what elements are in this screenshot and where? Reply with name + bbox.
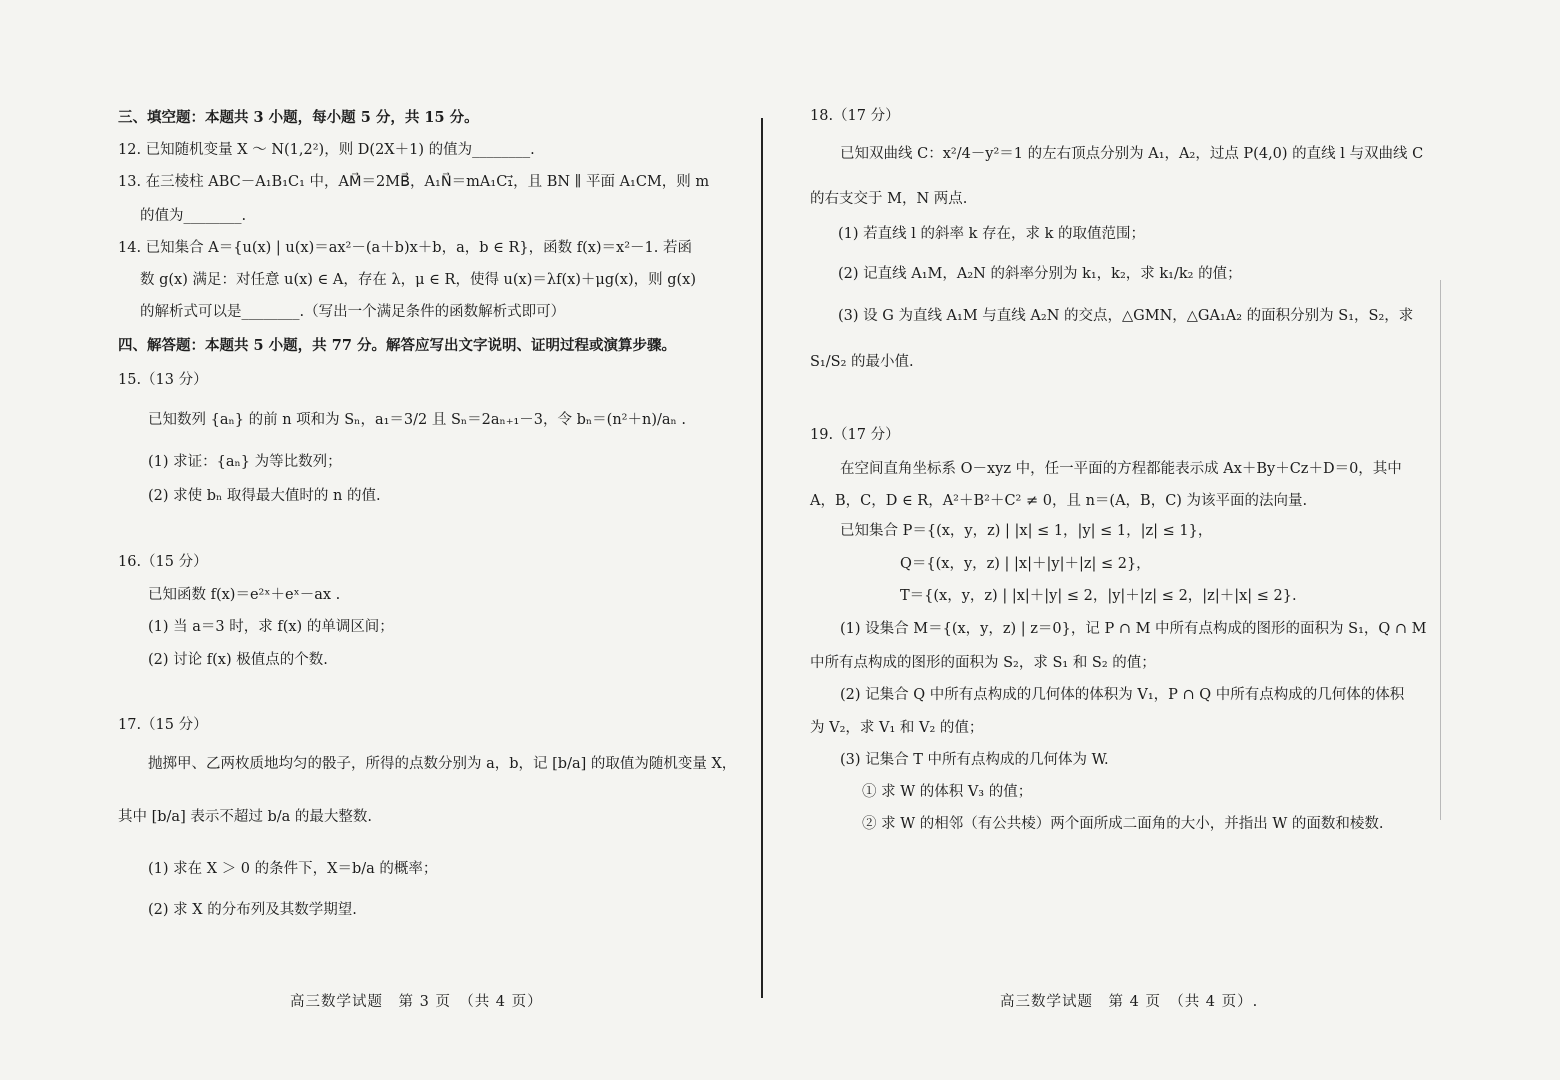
question-19-part2b: 为 V₂，求 V₁ 和 V₂ 的值；: [810, 720, 984, 736]
question-19-part2a: (2) 记集合 Q 中所有点构成的几何体的体积为 V₁，P ∩ Q 中所有点构成的几何体的体积: [840, 687, 1405, 703]
question-19-body2: A，B，C，D ∈ R，A²＋B²＋C² ≠ 0，且 n＝(A，B，C) 为该平面的法向量.: [810, 493, 1308, 509]
question-17-body2: 其中 [b/a] 表示不超过 b/a 的最大整数.: [118, 809, 372, 825]
section4-heading: 四、解答题：本题共 5 小题，共 77 分。解答应写出文字说明、证明过程或演算步骤。: [118, 337, 676, 354]
question-19-body1: 在空间直角坐标系 O－xyz 中，任一平面的方程都能表示成 Ax＋By＋Cz＋D＝0，其中: [840, 461, 1402, 477]
question-19-set-q: Q＝{(x，y，z) | |x|＋|y|＋|z| ≤ 2}，: [900, 556, 1151, 572]
question-14-line3: 的解析式可以是________.（写出一个满足条件的函数解析式即可）: [140, 304, 566, 320]
question-17-heading: 17.（15 分）: [118, 717, 208, 733]
question-17-part2: (2) 求 X 的分布列及其数学期望.: [148, 902, 357, 918]
question-15-part1: (1) 求证：{aₙ} 为等比数列；: [148, 454, 342, 470]
question-18-part1: (1) 若直线 l 的斜率 k 存在，求 k 的取值范围；: [838, 226, 1146, 242]
left-page-footer: 高三数学试题 第 3 页 （共 4 页）: [290, 994, 543, 1010]
question-19-heading: 19.（17 分）: [810, 427, 900, 443]
question-12: 12. 已知随机变量 X ～ N(1,2²)，则 D(2X＋1) 的值为________.: [118, 142, 535, 158]
question-17-part1: (1) 求在 X ＞ 0 的条件下，X＝b/a 的概率；: [148, 861, 438, 877]
question-15-part2: (2) 求使 bₙ 取得最大值时的 n 的值.: [148, 488, 381, 504]
question-19-part3: (3) 记集合 T 中所有点构成的几何体为 W.: [840, 752, 1109, 768]
question-16-body: 已知函数 f(x)＝e²ˣ＋eˣ－ax .: [148, 587, 341, 603]
question-18-heading: 18.（17 分）: [810, 108, 900, 124]
question-16-part2: (2) 讨论 f(x) 极值点的个数.: [148, 652, 328, 668]
question-14-line1: 14. 已知集合 A＝{u(x) | u(x)＝ax²－(a＋b)x＋b，a，b ∈ R}，函数 f(x)＝x²－1. 若函: [118, 240, 692, 256]
question-18-part2: (2) 记直线 A₁M，A₂N 的斜率分别为 k₁，k₂，求 k₁/k₂ 的值；: [838, 266, 1242, 282]
right-page-footer: 高三数学试题 第 4 页 （共 4 页）.: [1000, 994, 1259, 1010]
question-18-body2: 的右支交于 M，N 两点.: [810, 191, 968, 207]
question-13-line2: 的值为________.: [140, 208, 247, 224]
question-15-heading: 15.（13 分）: [118, 372, 208, 388]
question-19-set-t: T＝{(x，y，z) | |x|＋|y| ≤ 2，|y|＋|z| ≤ 2，|z|＋|x| ≤ 2}.: [900, 588, 1297, 604]
question-18-body1: 已知双曲线 C：x²/4－y²＝1 的左右顶点分别为 A₁，A₂，过点 P(4,0) 的直线 l 与双曲线 C: [840, 146, 1424, 162]
question-13-line1: 13. 在三棱柱 ABC－A₁B₁C₁ 中，AM⃗＝2MB⃗，A₁N⃗＝mA₁C₁⃗，且 BN ∥ 平面 A₁CM，则 m: [118, 174, 710, 190]
question-19-set-p: 已知集合 P＝{(x，y，z) | |x| ≤ 1，|y| ≤ 1，|z| ≤ 1}，: [840, 523, 1213, 539]
page-divider: [761, 118, 763, 998]
question-19-part3-ii: ② 求 W 的相邻（有公共棱）两个面所成二面角的大小，并指出 W 的面数和棱数.: [862, 816, 1384, 832]
question-14-line2: 数 g(x) 满足：对任意 u(x) ∈ A，存在 λ，μ ∈ R，使得 u(x)＝λf(x)＋μg(x)，则 g(x): [140, 272, 697, 288]
question-16-heading: 16.（15 分）: [118, 554, 208, 570]
binding-margin-line: [1440, 280, 1441, 820]
question-19-part1a: (1) 设集合 M＝{(x，y，z) | z＝0}，记 P ∩ M 中所有点构成的图形的面积为 S₁，Q ∩ M: [840, 621, 1427, 637]
section3-heading: 三、填空题：本题共 3 小题，每小题 5 分，共 15 分。: [118, 109, 479, 126]
question-15-body: 已知数列 {aₙ} 的前 n 项和为 Sₙ，a₁＝3/2 且 Sₙ＝2aₙ₊₁－3，令 bₙ＝(n²＋n)/aₙ .: [148, 412, 686, 428]
question-19-part3-i: ① 求 W 的体积 V₃ 的值；: [862, 784, 1033, 800]
question-18-part3b: S₁/S₂ 的最小值.: [810, 354, 914, 370]
question-16-part1: (1) 当 a＝3 时，求 f(x) 的单调区间；: [148, 619, 394, 635]
question-17-body1: 抛掷甲、乙两枚质地均匀的骰子，所得的点数分别为 a，b，记 [b/a] 的取值为随机变量 X，: [148, 756, 737, 772]
question-19-part1b: 中所有点构成的图形的面积为 S₂，求 S₁ 和 S₂ 的值；: [810, 655, 1156, 671]
question-18-part3a: (3) 设 G 为直线 A₁M 与直线 A₂N 的交点，△GMN，△GA₁A₂ 的面积分别为 S₁，S₂，求: [838, 308, 1414, 324]
